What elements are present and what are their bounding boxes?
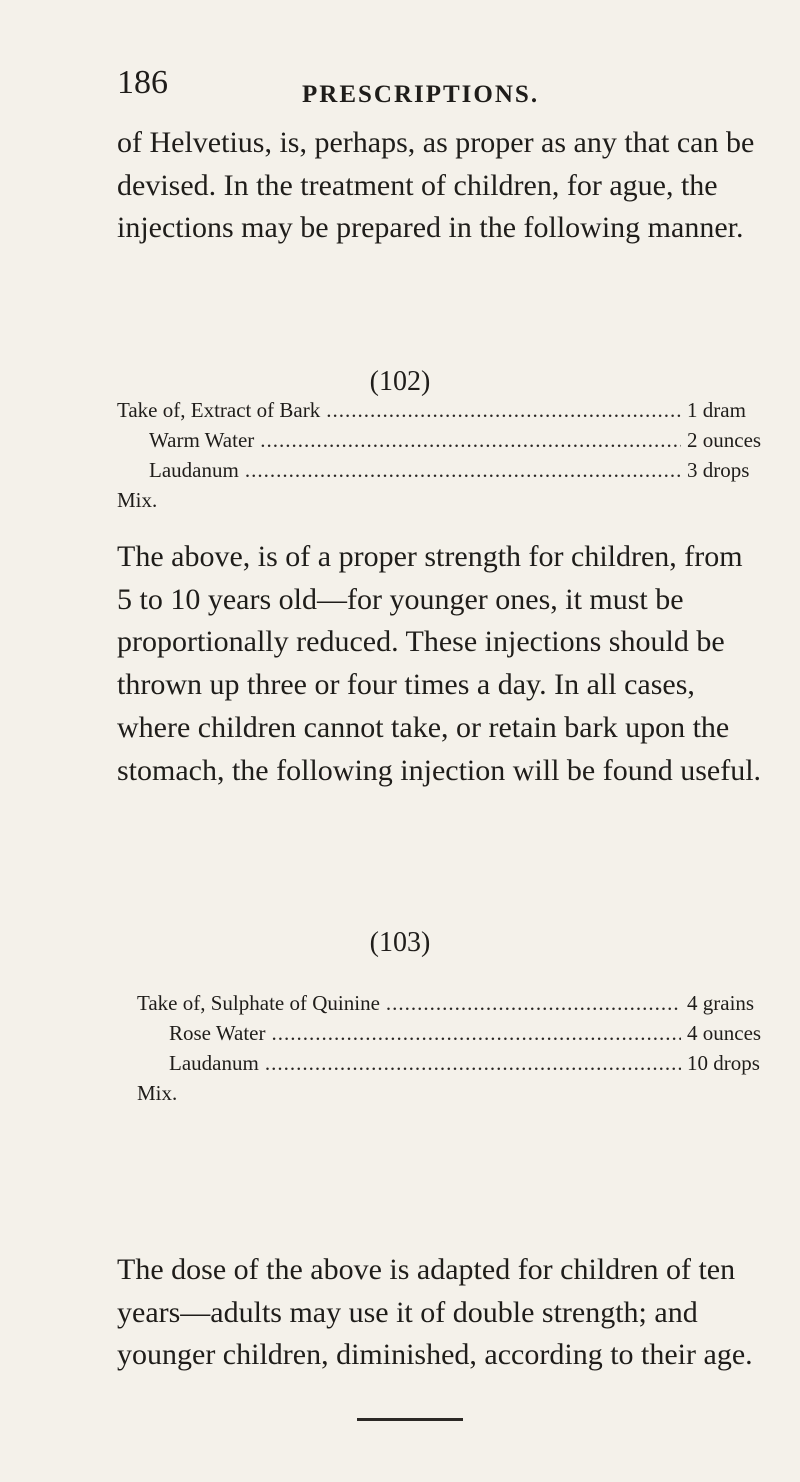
section-end-rule (357, 1418, 463, 1421)
prescription-number-103: (103) (369, 927, 431, 958)
ingredient-name: Take of, Extract of Bark (117, 398, 321, 422)
ingredient-name: Take of, Sulphate of Quinine (137, 991, 380, 1015)
ingredient-line (137, 1048, 777, 1078)
ingredient-line (137, 988, 777, 1018)
prescription-103 (137, 988, 777, 1108)
paragraph-intro: of Helvetius, is, perhaps, as proper as any that can be devised. In the treatment of children, for ague, the injections may be prepared in the following manner. (117, 126, 755, 245)
ingredient-name: Warm Water (149, 428, 255, 452)
mix-instruction: Mix. (137, 1081, 178, 1105)
prescription-102 (117, 395, 777, 515)
prescription-number-102: (102) (369, 366, 431, 397)
ingredient-amount: 10 drops (687, 1051, 760, 1075)
ingredient-amount: 3 drops (687, 458, 750, 482)
paragraph-dosage: The above, is of a proper strength for children, from 5 to 10 years old—for younger ones, it must be proportionally reduced. These injections should be thrown up three or four times a day. In all cases, where children cannot take, or retain bark upon the stomach, the following injection will be found useful. (117, 540, 762, 787)
ingredient-name: Laudanum (169, 1051, 259, 1075)
leader-dots (386, 988, 681, 1018)
mix-instruction: Mix. (117, 488, 158, 512)
leader-dots (260, 425, 681, 455)
paragraph-closing: The dose of the above is adapted for children of ten years—adults may use it of double strength; and younger children, diminished, according to their age. (117, 1253, 753, 1372)
ingredient-name: Rose Water (169, 1021, 266, 1045)
ingredient-amount: 2 ounces (687, 428, 762, 452)
ingredient-amount: 1 dram (687, 398, 746, 422)
leader-dots (245, 455, 681, 485)
ingredient-line (117, 425, 777, 455)
page-number: 186 (117, 64, 168, 101)
ingredient-amount: 4 ounces (687, 1021, 762, 1045)
ingredient-line (117, 395, 777, 425)
leader-dots (271, 1018, 681, 1048)
ingredient-line (117, 455, 777, 485)
ingredient-line (137, 1018, 777, 1048)
leader-dots (326, 395, 681, 425)
ingredient-name: Laudanum (149, 458, 239, 482)
leader-dots (265, 1048, 681, 1078)
running-title: PRESCRIPTIONS. (302, 81, 540, 108)
ingredient-amount: 4 grains (687, 991, 755, 1015)
